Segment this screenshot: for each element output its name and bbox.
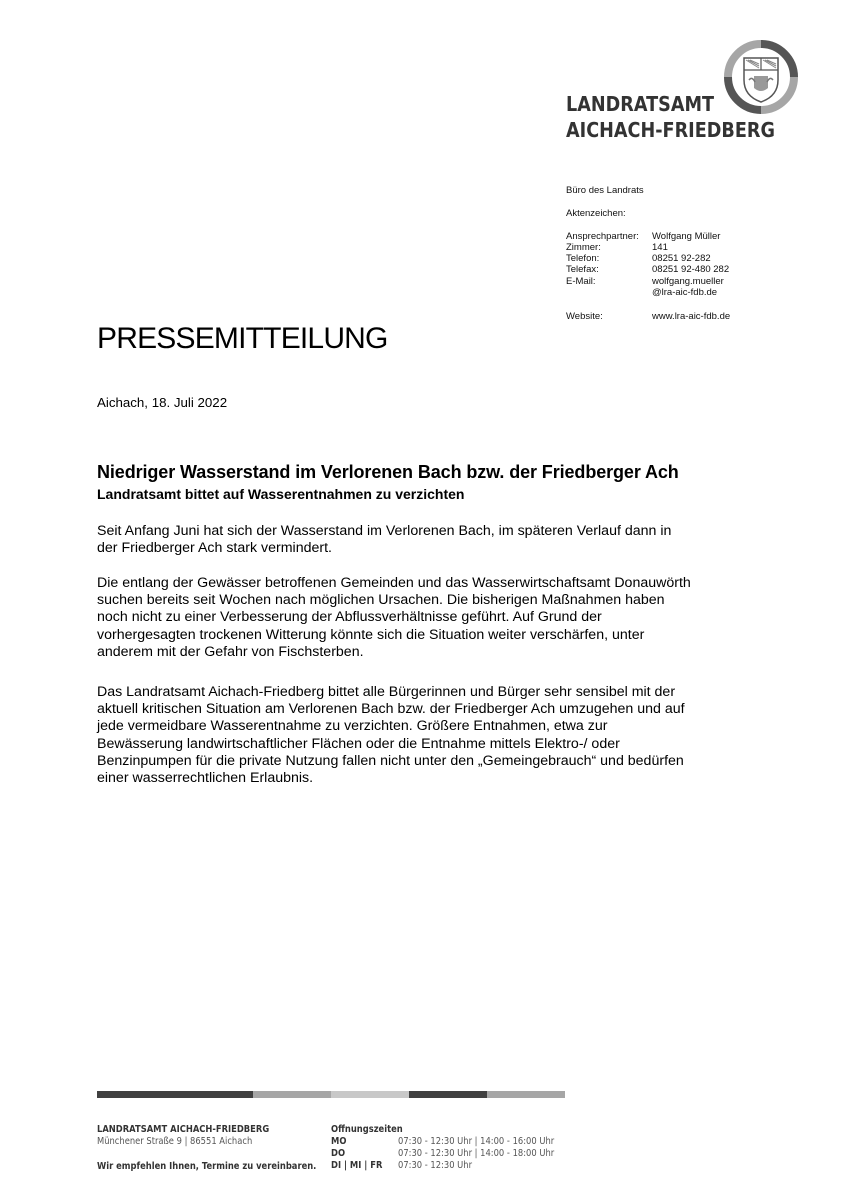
opening-hours-title: Öffnungszeiten xyxy=(331,1124,403,1135)
contact-value-fax: 08251 92-480 282 xyxy=(652,264,730,275)
paragraph-line: suchen bereits seit Wochen nach möglichen Ursachen. Die bisherigen Maßnahmen haben xyxy=(97,592,665,609)
paragraph-line: Bewässerung landwirtschaftlicher Flächen oder die Entnahme mittels Elektro-/ oder xyxy=(97,735,620,752)
paragraph-line: Die entlang der Gewässer betroffenen Gemeinden und das Wasserwirtschaftsamt Donauwörth xyxy=(97,575,691,591)
paragraph-line: aktuell kritischen Situation am Verlorenen Bach bzw. der Friedberger Ach umzugehen und auf xyxy=(97,701,685,718)
contact-label-room: Zimmer: xyxy=(566,242,601,253)
opening-hours-times: 07:30 - 12:30 Uhr | 14:00 - 18:00 Uhr xyxy=(398,1148,555,1159)
logo-title-line2: AICHACH-FRIEDBERG xyxy=(566,118,775,142)
paragraph-line: anderem mit der Gefahr von Fischsterben. xyxy=(97,643,364,660)
press-date: Aichach, 18. Juli 2022 xyxy=(97,395,228,410)
coat-of-arms-icon xyxy=(724,40,798,114)
footer-bar-segment xyxy=(97,1091,175,1098)
paragraph-line: noch nicht zu einer Verbesserung der Abflussverhältnisse geführt. Auf Grund der xyxy=(97,609,602,626)
contact-value-website[interactable]: www.lra-aic-fdb.de xyxy=(652,311,731,322)
paragraph-line: Seit Anfang Juni hat sich der Wasserstand im Verlorenen Bach, im späteren Verlauf dann in xyxy=(97,523,672,539)
footer-bar-segment xyxy=(253,1091,331,1098)
opening-hours-days: MO xyxy=(331,1136,347,1147)
footer-bar-segment xyxy=(331,1091,409,1098)
logo-title-line1: LANDRATSAMT xyxy=(566,92,715,116)
footer-bar-segment xyxy=(487,1091,565,1098)
paragraph-line: vorhergesagten trockenen Witterung könnte sich die Situation weiter verschärfen, unter xyxy=(97,626,645,643)
paragraph-line: Benzinpumpen für die private Nutzung fallen nicht unter den „Gemeingebrauch“ und bedürfen xyxy=(97,752,684,769)
footer-bar-segment xyxy=(409,1091,487,1098)
article-headline: Niedriger Wasserstand im Verlorenen Bach bzw. der Friedberger Ach xyxy=(97,462,679,482)
contact-value-room: 141 xyxy=(652,242,668,253)
article-paragraph-2 xyxy=(97,575,777,661)
paragraph-line: jede vermeidbare Wasserentnahme zu verzichten. Größere Entnahmen, etwa zur xyxy=(97,718,608,735)
opening-hours-times: 07:30 - 12:30 Uhr xyxy=(398,1160,473,1171)
reference-label: Aktenzeichen: xyxy=(566,208,626,219)
opening-hours-days: DO xyxy=(331,1148,346,1159)
contact-label-website: Website: xyxy=(566,311,603,322)
contact-value-phone: 08251 92-282 xyxy=(652,253,711,264)
contact-value-person: Wolfgang Müller xyxy=(652,231,721,242)
article-subheadline: Landratsamt bittet auf Wasserentnahmen zu verzichten xyxy=(97,486,465,502)
page-title: PRESSEMITTEILUNG xyxy=(97,322,388,355)
opening-hours-days: DI | MI | FR xyxy=(331,1160,383,1171)
footer-bar-segment xyxy=(175,1091,253,1098)
paragraph-line: Das Landratsamt Aichach-Friedberg bittet alle Bürgerinnen und Bürger sehr sensibel mit der xyxy=(97,684,676,700)
contact-label-person: Ansprechpartner: xyxy=(566,231,639,242)
contact-value-email[interactable]: wolfgang.mueller xyxy=(652,276,724,287)
contact-label-email: E-Mail: xyxy=(566,276,596,287)
contact-label-fax: Telefax: xyxy=(566,264,599,275)
footer-org-name: LANDRATSAMT AICHACH-FRIEDBERG xyxy=(97,1124,270,1135)
contact-label-phone: Telefon: xyxy=(566,253,600,264)
opening-hours-times: 07:30 - 12:30 Uhr | 14:00 - 16:00 Uhr xyxy=(398,1136,555,1147)
footer-address: Münchener Straße 9 | 86551 Aichach xyxy=(97,1136,253,1147)
footer-appointment-note: Wir empfehlen Ihnen, Termine zu vereinbaren. xyxy=(97,1161,317,1172)
paragraph-line: der Friedberger Ach stark vermindert. xyxy=(97,540,332,557)
footer-color-bar xyxy=(97,1091,565,1098)
article-paragraph-3 xyxy=(97,684,777,787)
contact-value-email-domain[interactable]: @lra-aic-fdb.de xyxy=(652,287,718,298)
paragraph-line: einer wasserrechtlichen Erlaubnis. xyxy=(97,770,314,787)
article-paragraph-1 xyxy=(97,523,777,557)
office-label: Büro des Landrats xyxy=(566,185,644,196)
